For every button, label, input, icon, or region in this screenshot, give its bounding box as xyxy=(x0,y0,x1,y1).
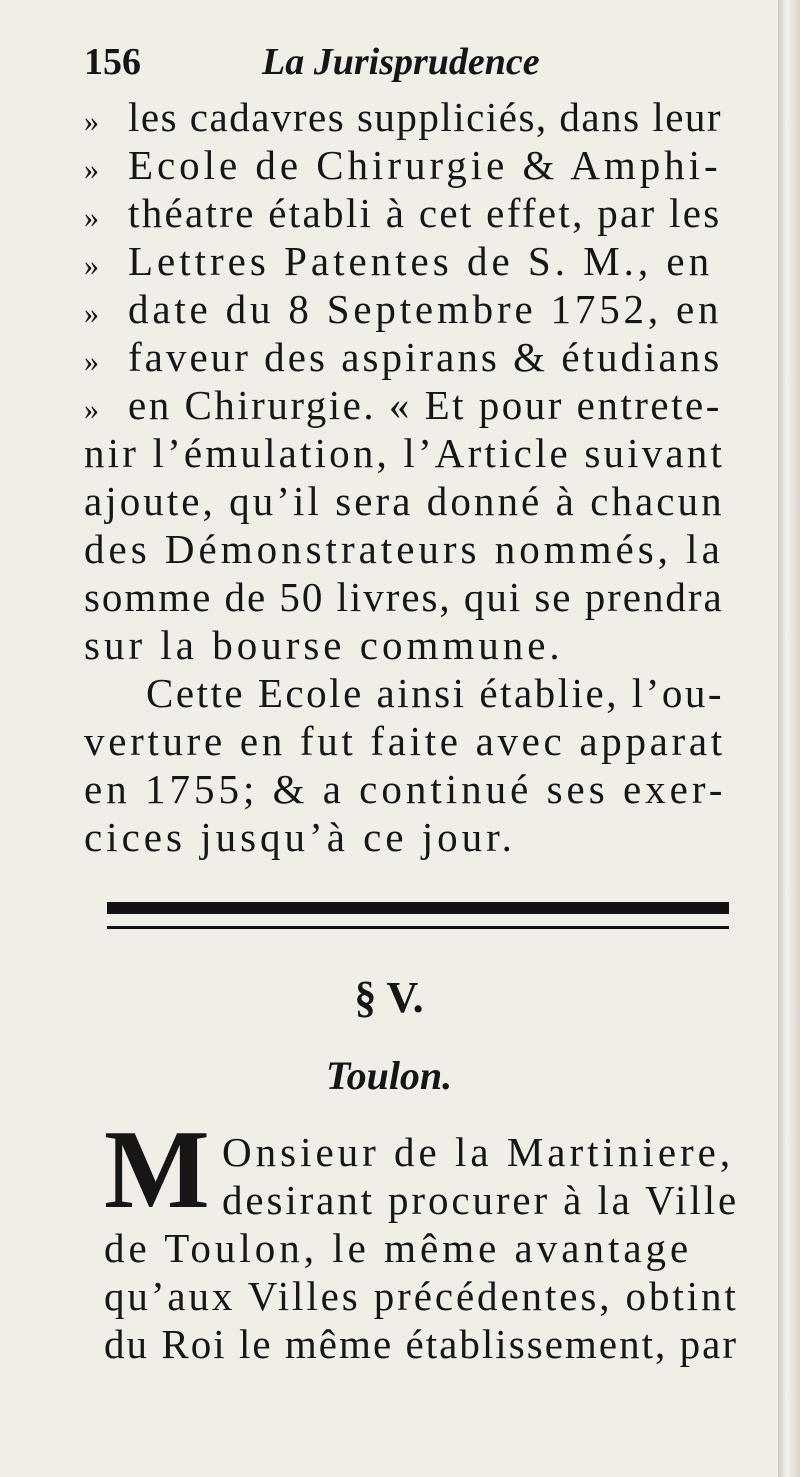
text-line: » faveur des aspirans & étudians xyxy=(84,333,722,381)
quote-mark: » xyxy=(84,105,101,138)
text-line: » théatre établi à cet effet, par les xyxy=(84,189,722,237)
text-line: » en Chirurgie. « Et pour entrete- xyxy=(84,381,722,429)
section-divider-thin xyxy=(107,926,729,929)
text-line: » les cadavres suppliciés, dans leur xyxy=(84,93,722,141)
quote-mark: » xyxy=(84,297,103,330)
text-line: Cette Ecole ainsi établie, l’ou- xyxy=(146,670,725,716)
text-line: de Toulon, le même avantage xyxy=(104,1225,693,1271)
text-line: Onsieur de la Martiniere, xyxy=(222,1129,735,1175)
text-line: verture en fut faite avec apparat xyxy=(84,718,726,764)
text-line: du Roi le même établissement, par xyxy=(104,1321,739,1367)
page-edge xyxy=(778,0,800,1477)
text-line: » date du 8 Septembre 1752, en xyxy=(84,285,722,333)
drop-cap: M xyxy=(104,1108,210,1232)
text-line: ajoute, qu’il sera donné à chacun xyxy=(84,478,725,524)
page-header xyxy=(84,40,734,90)
text-line: qu’aux Villes précédentes, obtint xyxy=(104,1273,739,1319)
section-divider-thick xyxy=(107,902,729,914)
section-subheading: Toulon. xyxy=(325,1053,453,1098)
text-line: nir l’émulation, l’Article suivant xyxy=(84,430,726,476)
quote-mark: » xyxy=(84,201,102,234)
quote-mark: » xyxy=(84,249,103,282)
section-heading: § V. xyxy=(354,973,424,1022)
quote-mark: » xyxy=(84,345,103,378)
text-line: desirant procurer à la Ville xyxy=(222,1177,740,1223)
running-title: La Jurisprudence xyxy=(262,41,540,83)
text-line: somme de 50 livres, qui se prendra xyxy=(84,574,724,620)
text-line: » Ecole de Chirurgie & Amphi- xyxy=(84,141,722,189)
page-number: 156 xyxy=(84,41,141,83)
quote-mark: » xyxy=(84,153,103,186)
text-line: » Lettres Patentes de S. M., en xyxy=(84,237,713,285)
text-line: cices jusqu’à ce jour. xyxy=(84,814,516,860)
text-line: des Démonstrateurs nommés, la xyxy=(84,526,724,572)
quote-mark: » xyxy=(84,393,102,426)
text-line: sur la bourse commune. xyxy=(84,622,564,668)
text-line: en 1755; & a continué ses exer- xyxy=(84,766,727,812)
